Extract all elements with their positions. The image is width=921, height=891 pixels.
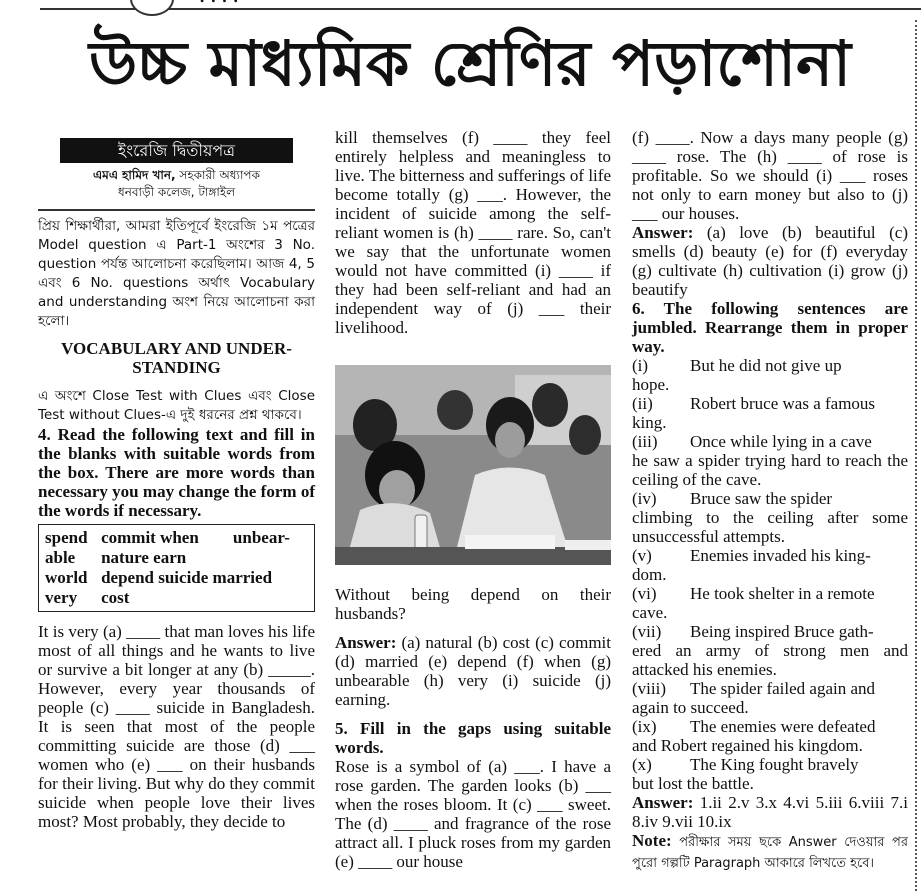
- word-box-row: [43, 588, 310, 608]
- sentence-text: Robert bruce was a famous: [690, 394, 876, 413]
- page-tab-decoration: [130, 0, 174, 16]
- close-test-note: এ অংশে Close Test with Clues এবং Close Test without Clues-এ দুই ধরনের প্রশ্ন থাকবে।: [38, 388, 315, 423]
- sentence-continuation: cave.: [632, 603, 668, 622]
- passage-5: Rose is a symbol of (a) ___. I have a rose garden. The garden looks (b) ___ when the roses bloom. It (c) ___ sweet. The (d) ____ and fragrance of the rose attract all. I pluck roses from my garden (e) ____ our house: [335, 757, 611, 871]
- passage-5-continued: (f) ____. Now a days many people (g) ____ rose. The (h) ____ of rose is profitable. So we should (i) ___ roses not only to earn money but also to (j) ___ our houses.: [632, 128, 908, 223]
- word-cell: depend suicide married: [101, 568, 273, 587]
- sentence-text: The enemies were defeated: [690, 717, 876, 736]
- word-cell: very: [45, 588, 78, 607]
- section-title: ইংরেজি দ্বিতীয়পত্র: [60, 138, 293, 163]
- sentence-number: (vii): [632, 622, 662, 641]
- column-2: [335, 128, 611, 871]
- sentence-text: Once while lying in a cave: [690, 432, 872, 451]
- answer-5-text: (a) love (b) beautiful (c) smells (d) beauty (e) for (f) everyday (g) cultivate (h) cultivation (i) grow (j) beautify: [632, 223, 908, 299]
- sentence-continuation: king.: [632, 413, 667, 432]
- word-cell: spend: [45, 528, 88, 547]
- word-box-row: [43, 528, 310, 548]
- sentence-item: [632, 489, 908, 546]
- students-exam-photo: [335, 365, 611, 565]
- page-top-marks: • • • •: [200, 0, 240, 8]
- sentence-item: [632, 622, 908, 679]
- sentence-item: [632, 432, 908, 489]
- byline: [38, 167, 315, 201]
- author-institution: ধনবাড়ী কলেজ, টাঙ্গাইল: [117, 185, 236, 199]
- answer-5-label: Answer:: [632, 223, 694, 242]
- sentence-text: He took shelter in a remote: [690, 584, 875, 603]
- sentence-text: The spider failed again and: [690, 679, 876, 698]
- sentence-continuation: again to succeed.: [632, 698, 749, 717]
- sentence-continuation: hope.: [632, 375, 670, 394]
- page-top-rule: [40, 0, 921, 10]
- sentence-number: (i): [632, 356, 649, 375]
- word-box-row: [43, 548, 310, 568]
- jumbled-sentences: [632, 356, 908, 793]
- vocabulary-heading: VOCABULARY AND UNDER-STANDING: [61, 339, 292, 377]
- sentence-item: [632, 394, 908, 432]
- passage-4-continued: kill themselves (f) ____ they feel entirely helpless and meaningless to live. The bitterness and sufferings of life become totally (g) ___. However, the incident of suicide among the self-reliant women is (h) ____ rare. So, can't we say that the unfortunate women would not have committed (i) ____ if they had been self-reliant and had an independent way of (j) ___ their livelihood.: [335, 128, 611, 337]
- word-box-row: [43, 568, 310, 588]
- answer-6: [632, 793, 908, 831]
- column-3: [632, 128, 908, 873]
- answer-6-text: 1.ii 2.v 3.x 4.vi 5.iii 6.viii 7.i 8.iv 9.vii 10.ix: [632, 793, 908, 831]
- sentence-number: (ii): [632, 394, 653, 413]
- sentence-item: [632, 356, 908, 394]
- sentence-item: [632, 717, 908, 755]
- sentence-continuation: and Robert regained his kingdom.: [632, 736, 863, 755]
- sentence-text: But he did not give up: [690, 356, 842, 375]
- sentence-number: (x): [632, 755, 652, 774]
- question-6: 6. The following sentences are jumbled. Rearrange them in proper way.: [632, 299, 908, 356]
- question-4: 4. Read the following text and fill in the blanks with suitable words from the box. There are more words than necessary you may change the form of the words if necessary.: [38, 425, 315, 520]
- page-headline: উচ্চ মাধ্যমিক শ্রেণির পড়াশোনা: [89, 27, 851, 100]
- sentence-number: (vi): [632, 584, 657, 603]
- sentence-item: [632, 546, 908, 584]
- answer-4-label: Answer:: [335, 633, 397, 652]
- sentence-continuation: but lost the battle.: [632, 774, 754, 793]
- answer-4-text: (a) natural (b) cost (c) commit (d) married (e) depend (f) when (g) unbearable (h) very (i) suicide (j) earning.: [335, 633, 611, 709]
- passage-4-end: Without being depend on their husbands?: [335, 585, 611, 623]
- sentence-number: (iii): [632, 432, 658, 451]
- word-cell: cost: [101, 588, 130, 607]
- passage-4: It is very (a) ____ that man loves his life most of all things and he wants to live or survive a bit longer at any (b) _____. However, every year thousands of people (c) ____ suicide in Bangladesh. It is seen that most of the people committing suicide are those (d) ___ women who (e) ___ on their husbands for their living. But why do they commit suicide when people love their lives most? Most probably, they decide to: [38, 622, 315, 831]
- author-position: সহকারী অধ্যাপক: [175, 168, 260, 182]
- note-label: Note:: [632, 831, 672, 850]
- author-name: এমএ হামিদ খান,: [93, 168, 176, 182]
- sentence-text: The King fought bravely: [690, 755, 859, 774]
- sentence-item: [632, 679, 908, 717]
- note: [632, 831, 908, 873]
- sentence-continuation: ered an army of strong men and attacked his enemies.: [632, 641, 908, 679]
- sentence-item: [632, 755, 908, 793]
- sentence-continuation: dom.: [632, 565, 667, 584]
- answer-5: [632, 223, 908, 299]
- word-cell: commit when: [101, 528, 199, 547]
- word-cell: nature earn: [101, 548, 187, 567]
- sentence-text: Being inspired Bruce gath-: [690, 622, 874, 641]
- note-text: পরীক্ষার সময় ছকে Answer দেওয়ার পর পুরো গল্পটি Paragraph আকারে লিখতে হবে।: [632, 835, 908, 871]
- sentence-number: (ix): [632, 717, 657, 736]
- divider: [38, 209, 315, 211]
- sentence-number: (v): [632, 546, 652, 565]
- right-dotted-rule: [915, 20, 917, 891]
- sentence-continuation: climbing to the ceiling after some unsuccessful attempts.: [632, 508, 908, 546]
- intro-paragraph: প্রিয় শিক্ষার্থীরা, আমরা ইতিপূর্বে ইংরেজি ১ম পত্রের Model question এ Part-1 অংশের 3 No. question পর্যন্ত আলোচনা করেছিলাম। আজ 4, 5 এবং 6 No. questions অর্থাৎ Vocabulary and understanding অংশ নিয়ে আলোচনা করা হলো।: [38, 218, 315, 329]
- answer-4: [335, 633, 611, 709]
- sentence-text: Enemies invaded his king-: [690, 546, 871, 565]
- question-5: 5. Fill in the gaps using suitable words.: [335, 719, 611, 757]
- sentence-text: Bruce saw the spider: [690, 489, 833, 508]
- word-box: [38, 524, 315, 612]
- answer-6-label: Answer:: [632, 793, 694, 812]
- sentence-continuation: he saw a spider trying hard to reach the ceiling of the cave.: [632, 451, 908, 489]
- sentence-number: (iv): [632, 489, 657, 508]
- word-cell: world: [45, 568, 88, 587]
- sentence-item: [632, 584, 908, 622]
- column-1: [38, 128, 315, 831]
- word-cell: able: [45, 548, 76, 567]
- word-cell: unbear-: [232, 528, 290, 547]
- sentence-number: (viii): [632, 679, 666, 698]
